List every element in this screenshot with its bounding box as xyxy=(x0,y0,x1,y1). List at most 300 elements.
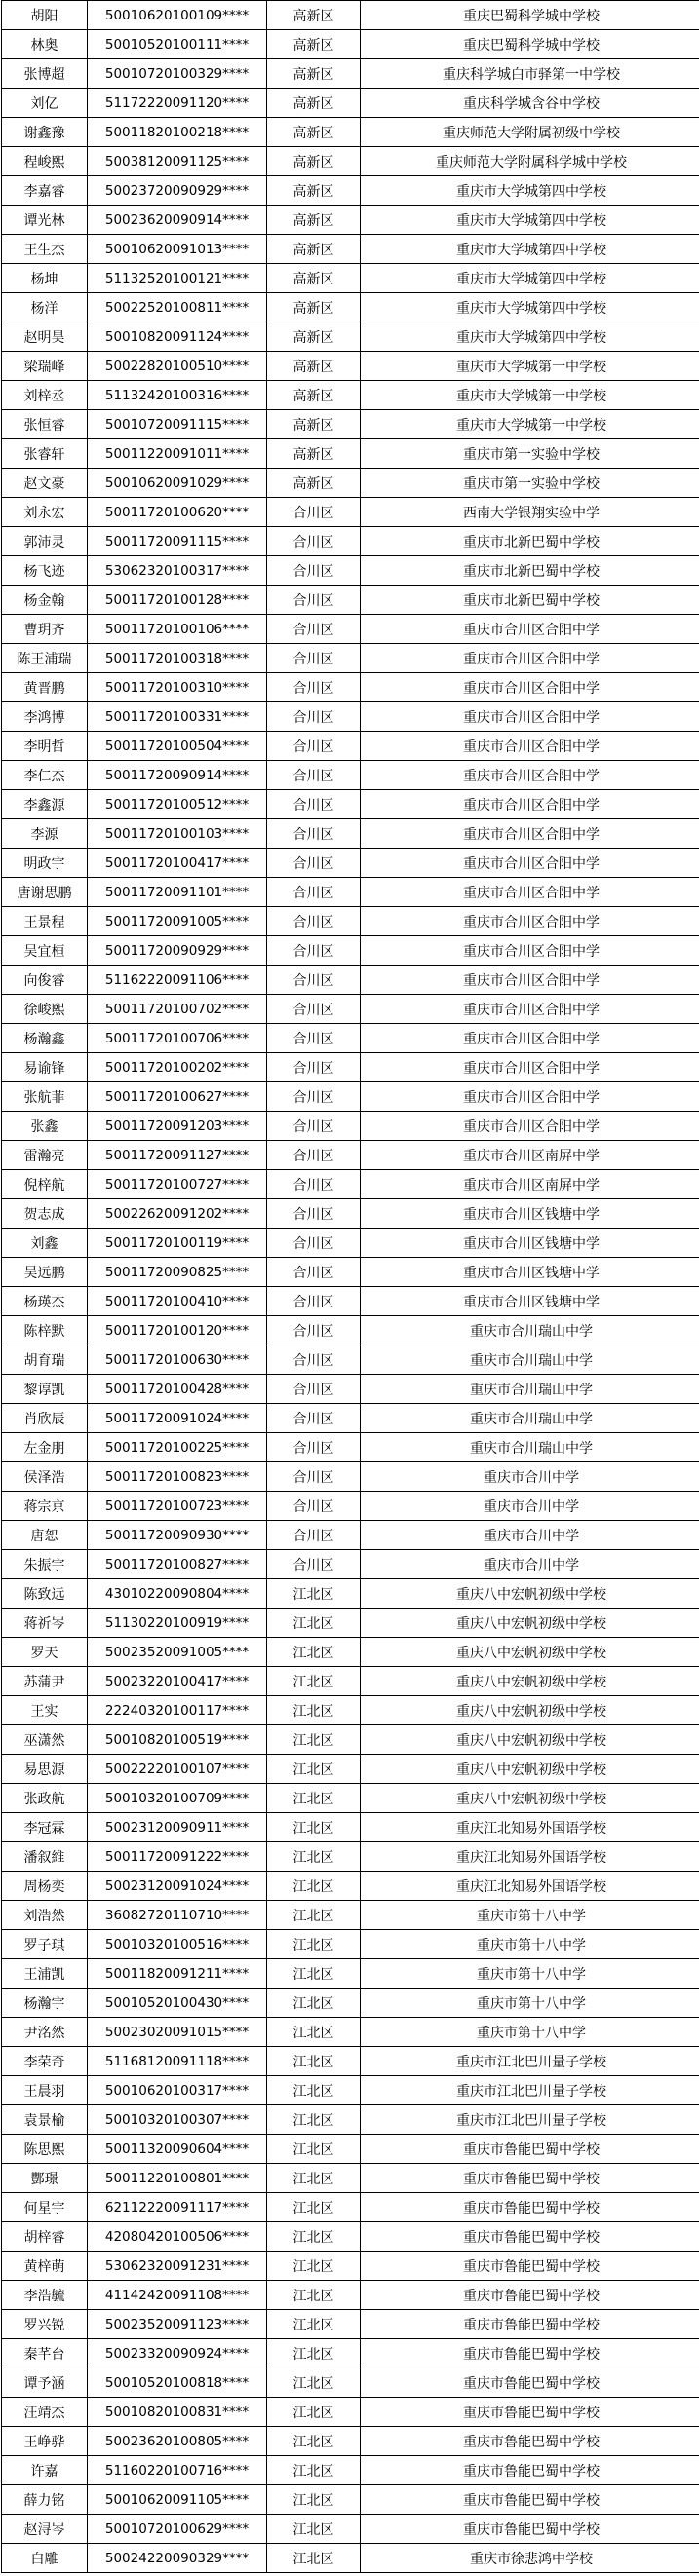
table-row xyxy=(2,936,699,966)
id-number-cell: 51172220091120**** xyxy=(88,89,267,118)
district-cell: 合川区 xyxy=(267,615,361,644)
district-cell: 江北区 xyxy=(267,1842,361,1872)
table-row xyxy=(2,586,699,615)
id-number-cell: 50011720100202**** xyxy=(88,1053,267,1082)
student-list-table xyxy=(1,0,699,2573)
id-number-cell: 50011720100620**** xyxy=(88,498,267,527)
district-cell: 江北区 xyxy=(267,1609,361,1638)
student-name-cell: 张政航 xyxy=(2,1784,88,1813)
district-cell: 合川区 xyxy=(267,995,361,1024)
district-cell: 江北区 xyxy=(267,2368,361,2398)
district-cell: 江北区 xyxy=(267,2047,361,2076)
id-number-cell: 50011720091203**** xyxy=(88,1112,267,1141)
district-cell: 江北区 xyxy=(267,2164,361,2193)
id-number-cell: 50010620091013**** xyxy=(88,235,267,264)
district-cell: 高新区 xyxy=(267,118,361,147)
id-number-cell: 50011720100225**** xyxy=(88,1433,267,1462)
student-name-cell: 何星宇 xyxy=(2,2193,88,2222)
school-name-cell: 重庆市合川区钱塘中学 xyxy=(361,1258,699,1287)
table-row xyxy=(2,381,699,410)
school-name-cell: 重庆市鲁能巴蜀中学校 xyxy=(361,2515,699,2544)
district-cell: 合川区 xyxy=(267,1229,361,1258)
school-name-cell: 重庆市合川区合阳中学 xyxy=(361,1112,699,1141)
id-number-cell: 50011720100428**** xyxy=(88,1375,267,1404)
school-name-cell: 重庆市徐悲鸿中学校 xyxy=(361,2544,699,2573)
district-cell: 江北区 xyxy=(267,2135,361,2164)
table-row xyxy=(2,293,699,322)
district-cell: 合川区 xyxy=(267,1258,361,1287)
table-row xyxy=(2,1,699,30)
student-name-cell: 明政宇 xyxy=(2,849,88,878)
school-name-cell: 重庆市合川中学 xyxy=(361,1550,699,1579)
school-name-cell: 重庆市大学城第四中学校 xyxy=(361,264,699,293)
district-cell: 江北区 xyxy=(267,2310,361,2339)
school-name-cell: 重庆市合川区合阳中学 xyxy=(361,673,699,702)
school-name-cell: 重庆市合川区合阳中学 xyxy=(361,615,699,644)
district-cell: 合川区 xyxy=(267,790,361,819)
district-cell: 合川区 xyxy=(267,1404,361,1433)
school-name-cell: 重庆市合川区钱塘中学 xyxy=(361,1229,699,1258)
school-name-cell: 重庆市合川区合阳中学 xyxy=(361,702,699,732)
school-name-cell: 重庆市鲁能巴蜀中学校 xyxy=(361,2135,699,2164)
student-name-cell: 黎谆凯 xyxy=(2,1375,88,1404)
district-cell: 合川区 xyxy=(267,1521,361,1550)
table-row xyxy=(2,819,699,849)
school-name-cell: 重庆市合川区合阳中学 xyxy=(361,644,699,673)
school-name-cell: 重庆市第十八中学 xyxy=(361,2018,699,2047)
school-name-cell: 重庆江北知易外国语学校 xyxy=(361,1813,699,1842)
district-cell: 合川区 xyxy=(267,498,361,527)
table-row xyxy=(2,1345,699,1375)
id-number-cell: 50010720100629**** xyxy=(88,2515,267,2544)
student-name-cell: 潘叙維 xyxy=(2,1842,88,1872)
school-name-cell: 重庆市北新巴蜀中学校 xyxy=(361,586,699,615)
id-number-cell: 62112220091117**** xyxy=(88,2193,267,2222)
student-name-cell: 陈思熙 xyxy=(2,2135,88,2164)
id-number-cell: 50011720091101**** xyxy=(88,878,267,907)
id-number-cell: 50011720100128**** xyxy=(88,586,267,615)
id-number-cell: 50010820100519**** xyxy=(88,1725,267,1755)
school-name-cell: 重庆师范大学附属初级中学校 xyxy=(361,118,699,147)
id-number-cell: 50011220100801**** xyxy=(88,2164,267,2193)
student-name-cell: 谭光林 xyxy=(2,206,88,235)
school-name-cell: 重庆市鲁能巴蜀中学校 xyxy=(361,2310,699,2339)
id-number-cell: 50011220091011**** xyxy=(88,439,267,469)
table-row xyxy=(2,1813,699,1842)
district-cell: 高新区 xyxy=(267,410,361,439)
table-row xyxy=(2,498,699,527)
district-cell: 合川区 xyxy=(267,1170,361,1199)
district-cell: 高新区 xyxy=(267,322,361,352)
id-number-cell: 36082720110710**** xyxy=(88,1901,267,1930)
table-row xyxy=(2,1404,699,1433)
school-name-cell: 重庆市北新巴蜀中学校 xyxy=(361,527,699,556)
table-row xyxy=(2,1638,699,1667)
district-cell: 江北区 xyxy=(267,1725,361,1755)
school-name-cell: 重庆市鲁能巴蜀中学校 xyxy=(361,2398,699,2427)
student-name-cell: 易思源 xyxy=(2,1755,88,1784)
table-row xyxy=(2,235,699,264)
student-name-cell: 刘梓丞 xyxy=(2,381,88,410)
school-name-cell: 重庆市鲁能巴蜀中学校 xyxy=(361,2281,699,2310)
student-name-cell: 李鸿博 xyxy=(2,702,88,732)
student-name-cell: 曹玥齐 xyxy=(2,615,88,644)
table-row xyxy=(2,2252,699,2281)
id-number-cell: 50010720091115**** xyxy=(88,410,267,439)
table-row xyxy=(2,2427,699,2456)
id-number-cell: 50024220090329**** xyxy=(88,2544,267,2573)
school-name-cell: 重庆市鲁能巴蜀中学校 xyxy=(361,2252,699,2281)
id-number-cell: 50011720100702**** xyxy=(88,995,267,1024)
table-row xyxy=(2,1725,699,1755)
school-name-cell: 重庆市大学城第四中学校 xyxy=(361,293,699,322)
district-cell: 江北区 xyxy=(267,1872,361,1901)
student-name-cell: 刘鑫 xyxy=(2,1229,88,1258)
district-cell: 高新区 xyxy=(267,352,361,381)
school-name-cell: 重庆科学城含谷中学校 xyxy=(361,89,699,118)
student-name-cell: 秦芊台 xyxy=(2,2339,88,2368)
table-row xyxy=(2,1521,699,1550)
table-row xyxy=(2,1229,699,1258)
school-name-cell: 重庆八中宏帆初级中学校 xyxy=(361,1696,699,1725)
school-name-cell: 重庆市鲁能巴蜀中学校 xyxy=(361,2485,699,2515)
district-cell: 合川区 xyxy=(267,1053,361,1082)
table-row xyxy=(2,732,699,761)
table-row xyxy=(2,2018,699,2047)
school-name-cell: 重庆八中宏帆初级中学校 xyxy=(361,1755,699,1784)
student-name-cell: 李荣奇 xyxy=(2,2047,88,2076)
table-row xyxy=(2,966,699,995)
district-cell: 江北区 xyxy=(267,2076,361,2105)
table-row xyxy=(2,2076,699,2105)
student-name-cell: 苏蒲尹 xyxy=(2,1667,88,1696)
district-cell: 江北区 xyxy=(267,2485,361,2515)
student-name-cell: 胡梓睿 xyxy=(2,2222,88,2252)
id-number-cell: 50010520100430**** xyxy=(88,1989,267,2018)
district-cell: 合川区 xyxy=(267,1433,361,1462)
table-row xyxy=(2,352,699,381)
id-number-cell: 50010720100329**** xyxy=(88,59,267,89)
school-name-cell: 重庆市大学城第四中学校 xyxy=(361,235,699,264)
table-row xyxy=(2,1170,699,1199)
table-row xyxy=(2,1550,699,1579)
district-cell: 合川区 xyxy=(267,1375,361,1404)
id-number-cell: 50011820091211**** xyxy=(88,1959,267,1989)
school-name-cell: 重庆八中宏帆初级中学校 xyxy=(361,1667,699,1696)
table-body xyxy=(2,1,699,2573)
school-name-cell: 重庆市合川区钱塘中学 xyxy=(361,1199,699,1229)
id-number-cell: 50023220100417**** xyxy=(88,1667,267,1696)
school-name-cell: 重庆市合川区合阳中学 xyxy=(361,819,699,849)
student-name-cell: 薛力铭 xyxy=(2,2485,88,2515)
student-name-cell: 杨瀚宇 xyxy=(2,1989,88,2018)
student-name-cell: 蒋祈岑 xyxy=(2,1609,88,1638)
id-number-cell: 50010520100111**** xyxy=(88,30,267,59)
school-name-cell: 重庆市合川区合阳中学 xyxy=(361,878,699,907)
student-name-cell: 易谕锋 xyxy=(2,1053,88,1082)
school-name-cell: 重庆市合川中学 xyxy=(361,1462,699,1492)
student-name-cell: 罗天 xyxy=(2,1638,88,1667)
district-cell: 高新区 xyxy=(267,293,361,322)
student-name-cell: 郭沛灵 xyxy=(2,527,88,556)
school-name-cell: 重庆市大学城第四中学校 xyxy=(361,206,699,235)
district-cell: 合川区 xyxy=(267,907,361,936)
student-name-cell: 白雕 xyxy=(2,2544,88,2573)
district-cell: 合川区 xyxy=(267,702,361,732)
id-number-cell: 50010320100516**** xyxy=(88,1930,267,1959)
id-number-cell: 50011720100827**** xyxy=(88,1550,267,1579)
table-row xyxy=(2,264,699,293)
school-name-cell: 重庆市合川瑞山中学 xyxy=(361,1345,699,1375)
school-name-cell: 重庆八中宏帆初级中学校 xyxy=(361,1579,699,1609)
school-name-cell: 重庆市第十八中学 xyxy=(361,1989,699,2018)
table-row xyxy=(2,469,699,498)
school-name-cell: 重庆市合川区合阳中学 xyxy=(361,761,699,790)
table-row xyxy=(2,2485,699,2515)
district-cell: 合川区 xyxy=(267,1024,361,1053)
id-number-cell: 50022620091202**** xyxy=(88,1199,267,1229)
id-number-cell: 50023020091015**** xyxy=(88,2018,267,2047)
district-cell: 高新区 xyxy=(267,439,361,469)
id-number-cell: 50023320090924**** xyxy=(88,2339,267,2368)
id-number-cell: 43010220090804**** xyxy=(88,1579,267,1609)
student-name-cell: 李嘉睿 xyxy=(2,176,88,206)
id-number-cell: 50011720090825**** xyxy=(88,1258,267,1287)
district-cell: 合川区 xyxy=(267,819,361,849)
table-row xyxy=(2,2222,699,2252)
district-cell: 合川区 xyxy=(267,1550,361,1579)
student-name-cell: 蒋宗京 xyxy=(2,1492,88,1521)
table-row xyxy=(2,673,699,702)
student-name-cell: 雷瀚亮 xyxy=(2,1141,88,1170)
student-name-cell: 杨洋 xyxy=(2,293,88,322)
student-name-cell: 徐峻熙 xyxy=(2,995,88,1024)
id-number-cell: 51132520100121**** xyxy=(88,264,267,293)
table-row xyxy=(2,322,699,352)
id-number-cell: 50011720100417**** xyxy=(88,849,267,878)
school-name-cell: 重庆市江北巴川量子学校 xyxy=(361,2105,699,2135)
id-number-cell: 50022820100510**** xyxy=(88,352,267,381)
student-name-cell: 肖欣辰 xyxy=(2,1404,88,1433)
district-cell: 江北区 xyxy=(267,1959,361,1989)
table-row xyxy=(2,2515,699,2544)
table-row xyxy=(2,2281,699,2310)
student-name-cell: 王生杰 xyxy=(2,235,88,264)
student-name-cell: 程峻熙 xyxy=(2,147,88,176)
student-name-cell: 李冠霖 xyxy=(2,1813,88,1842)
student-name-cell: 许嘉 xyxy=(2,2456,88,2485)
student-name-cell: 左金朋 xyxy=(2,1433,88,1462)
id-number-cell: 50011720100706**** xyxy=(88,1024,267,1053)
district-cell: 江北区 xyxy=(267,1638,361,1667)
student-name-cell: 林奥 xyxy=(2,30,88,59)
id-number-cell: 50011720100823**** xyxy=(88,1462,267,1492)
id-number-cell: 50011720100630**** xyxy=(88,1345,267,1375)
student-name-cell: 倪梓航 xyxy=(2,1170,88,1199)
student-name-cell: 汪靖杰 xyxy=(2,2398,88,2427)
id-number-cell: 50010620100109**** xyxy=(88,1,267,30)
table-row xyxy=(2,1258,699,1287)
school-name-cell: 重庆科学城白市驿第一中学校 xyxy=(361,59,699,89)
district-cell: 合川区 xyxy=(267,732,361,761)
table-row xyxy=(2,2339,699,2368)
school-name-cell: 重庆市鲁能巴蜀中学校 xyxy=(361,2164,699,2193)
school-name-cell: 重庆巴蜀科学城中学校 xyxy=(361,30,699,59)
school-name-cell: 重庆市合川区合阳中学 xyxy=(361,907,699,936)
table-row xyxy=(2,410,699,439)
school-name-cell: 重庆市第十八中学 xyxy=(361,1959,699,1989)
district-cell: 江北区 xyxy=(267,1989,361,2018)
id-number-cell: 50011720100504**** xyxy=(88,732,267,761)
table-row xyxy=(2,2544,699,2573)
id-number-cell: 50011720090914**** xyxy=(88,761,267,790)
district-cell: 江北区 xyxy=(267,1901,361,1930)
id-number-cell: 50010820091124**** xyxy=(88,322,267,352)
district-cell: 江北区 xyxy=(267,1579,361,1609)
district-cell: 高新区 xyxy=(267,264,361,293)
id-number-cell: 50010320100709**** xyxy=(88,1784,267,1813)
student-name-cell: 张睿轩 xyxy=(2,439,88,469)
district-cell: 江北区 xyxy=(267,2193,361,2222)
table-row xyxy=(2,2368,699,2398)
id-number-cell: 50011720091115**** xyxy=(88,527,267,556)
district-cell: 江北区 xyxy=(267,2222,361,2252)
school-name-cell: 重庆巴蜀科学城中学校 xyxy=(361,1,699,30)
school-name-cell: 重庆市大学城第一中学校 xyxy=(361,410,699,439)
id-number-cell: 50011720091024**** xyxy=(88,1404,267,1433)
table-row xyxy=(2,2398,699,2427)
table-row xyxy=(2,1199,699,1229)
table-row xyxy=(2,1082,699,1112)
student-name-cell: 酆璟 xyxy=(2,2164,88,2193)
student-name-cell: 罗兴锐 xyxy=(2,2310,88,2339)
id-number-cell: 53062320100317**** xyxy=(88,556,267,586)
school-name-cell: 重庆市合川瑞山中学 xyxy=(361,1404,699,1433)
id-number-cell: 50010820100831**** xyxy=(88,2398,267,2427)
table-row xyxy=(2,527,699,556)
table-row xyxy=(2,1141,699,1170)
district-cell: 江北区 xyxy=(267,2427,361,2456)
table-row xyxy=(2,1755,699,1784)
student-name-cell: 王景程 xyxy=(2,907,88,936)
id-number-cell: 50011720100120**** xyxy=(88,1316,267,1345)
school-name-cell: 重庆八中宏帆初级中学校 xyxy=(361,1609,699,1638)
id-number-cell: 50011720100512**** xyxy=(88,790,267,819)
table-row xyxy=(2,176,699,206)
id-number-cell: 42080420100506**** xyxy=(88,2222,267,2252)
school-name-cell: 重庆八中宏帆初级中学校 xyxy=(361,1638,699,1667)
district-cell: 合川区 xyxy=(267,1082,361,1112)
table-row xyxy=(2,1433,699,1462)
table-row xyxy=(2,1375,699,1404)
id-number-cell: 50022220100107**** xyxy=(88,1755,267,1784)
table-row xyxy=(2,878,699,907)
district-cell: 合川区 xyxy=(267,1492,361,1521)
id-number-cell: 50011720100119**** xyxy=(88,1229,267,1258)
student-name-cell: 吴宜桓 xyxy=(2,936,88,966)
table-row xyxy=(2,2456,699,2485)
student-name-cell: 刘浩然 xyxy=(2,1901,88,1930)
student-name-cell: 罗子琪 xyxy=(2,1930,88,1959)
school-name-cell: 重庆市北新巴蜀中学校 xyxy=(361,556,699,586)
school-name-cell: 重庆市合川区合阳中学 xyxy=(361,1053,699,1082)
student-name-cell: 陈王浦瑞 xyxy=(2,644,88,673)
student-name-cell: 侯泽浩 xyxy=(2,1462,88,1492)
table-row xyxy=(2,1287,699,1316)
district-cell: 合川区 xyxy=(267,1287,361,1316)
id-number-cell: 50023520091123**** xyxy=(88,2310,267,2339)
table-row xyxy=(2,2047,699,2076)
school-name-cell: 重庆市合川区钱塘中学 xyxy=(361,1287,699,1316)
student-name-cell: 李鑫源 xyxy=(2,790,88,819)
school-name-cell: 重庆八中宏帆初级中学校 xyxy=(361,1725,699,1755)
school-name-cell: 重庆市第一实验中学校 xyxy=(361,439,699,469)
school-name-cell: 重庆市合川区南屏中学 xyxy=(361,1141,699,1170)
student-name-cell: 巫潇然 xyxy=(2,1725,88,1755)
id-number-cell: 50011720091005**** xyxy=(88,907,267,936)
district-cell: 高新区 xyxy=(267,30,361,59)
id-number-cell: 50011720100103**** xyxy=(88,819,267,849)
id-number-cell: 50011320090604**** xyxy=(88,2135,267,2164)
district-cell: 江北区 xyxy=(267,1784,361,1813)
student-name-cell: 杨瀚鑫 xyxy=(2,1024,88,1053)
table-row xyxy=(2,2135,699,2164)
student-name-cell: 向俊睿 xyxy=(2,966,88,995)
table-row xyxy=(2,89,699,118)
table-row xyxy=(2,206,699,235)
district-cell: 高新区 xyxy=(267,59,361,89)
table-row xyxy=(2,1784,699,1813)
school-name-cell: 重庆市合川瑞山中学 xyxy=(361,1375,699,1404)
table-row xyxy=(2,1316,699,1345)
table-row xyxy=(2,1872,699,1901)
school-name-cell: 重庆市合川瑞山中学 xyxy=(361,1316,699,1345)
student-name-cell: 杨瑛杰 xyxy=(2,1287,88,1316)
student-name-cell: 陈致远 xyxy=(2,1579,88,1609)
id-number-cell: 50010620091105**** xyxy=(88,2485,267,2515)
id-number-cell: 51168120091118**** xyxy=(88,2047,267,2076)
school-name-cell: 重庆市合川区合阳中学 xyxy=(361,966,699,995)
id-number-cell: 50011720100331**** xyxy=(88,702,267,732)
student-name-cell: 王实 xyxy=(2,1696,88,1725)
district-cell: 合川区 xyxy=(267,849,361,878)
school-name-cell: 重庆江北知易外国语学校 xyxy=(361,1842,699,1872)
student-name-cell: 王浦凯 xyxy=(2,1959,88,1989)
student-name-cell: 谭予涵 xyxy=(2,2368,88,2398)
district-cell: 合川区 xyxy=(267,936,361,966)
table-row xyxy=(2,1989,699,2018)
id-number-cell: 50011820100218**** xyxy=(88,118,267,147)
school-name-cell: 重庆市第十八中学 xyxy=(361,1901,699,1930)
id-number-cell: 51160220100716**** xyxy=(88,2456,267,2485)
id-number-cell: 50023620090914**** xyxy=(88,206,267,235)
school-name-cell: 重庆八中宏帆初级中学校 xyxy=(361,1784,699,1813)
table-row xyxy=(2,1696,699,1725)
table-row xyxy=(2,2310,699,2339)
district-cell: 高新区 xyxy=(267,1,361,30)
id-number-cell: 50011720091127**** xyxy=(88,1141,267,1170)
table-row xyxy=(2,118,699,147)
school-name-cell: 重庆市合川区合阳中学 xyxy=(361,790,699,819)
student-name-cell: 陈梓默 xyxy=(2,1316,88,1345)
table-row xyxy=(2,1579,699,1609)
district-cell: 合川区 xyxy=(267,1112,361,1141)
district-cell: 江北区 xyxy=(267,2281,361,2310)
school-name-cell: 重庆市合川区合阳中学 xyxy=(361,732,699,761)
table-row xyxy=(2,59,699,89)
district-cell: 江北区 xyxy=(267,2018,361,2047)
table-row xyxy=(2,147,699,176)
